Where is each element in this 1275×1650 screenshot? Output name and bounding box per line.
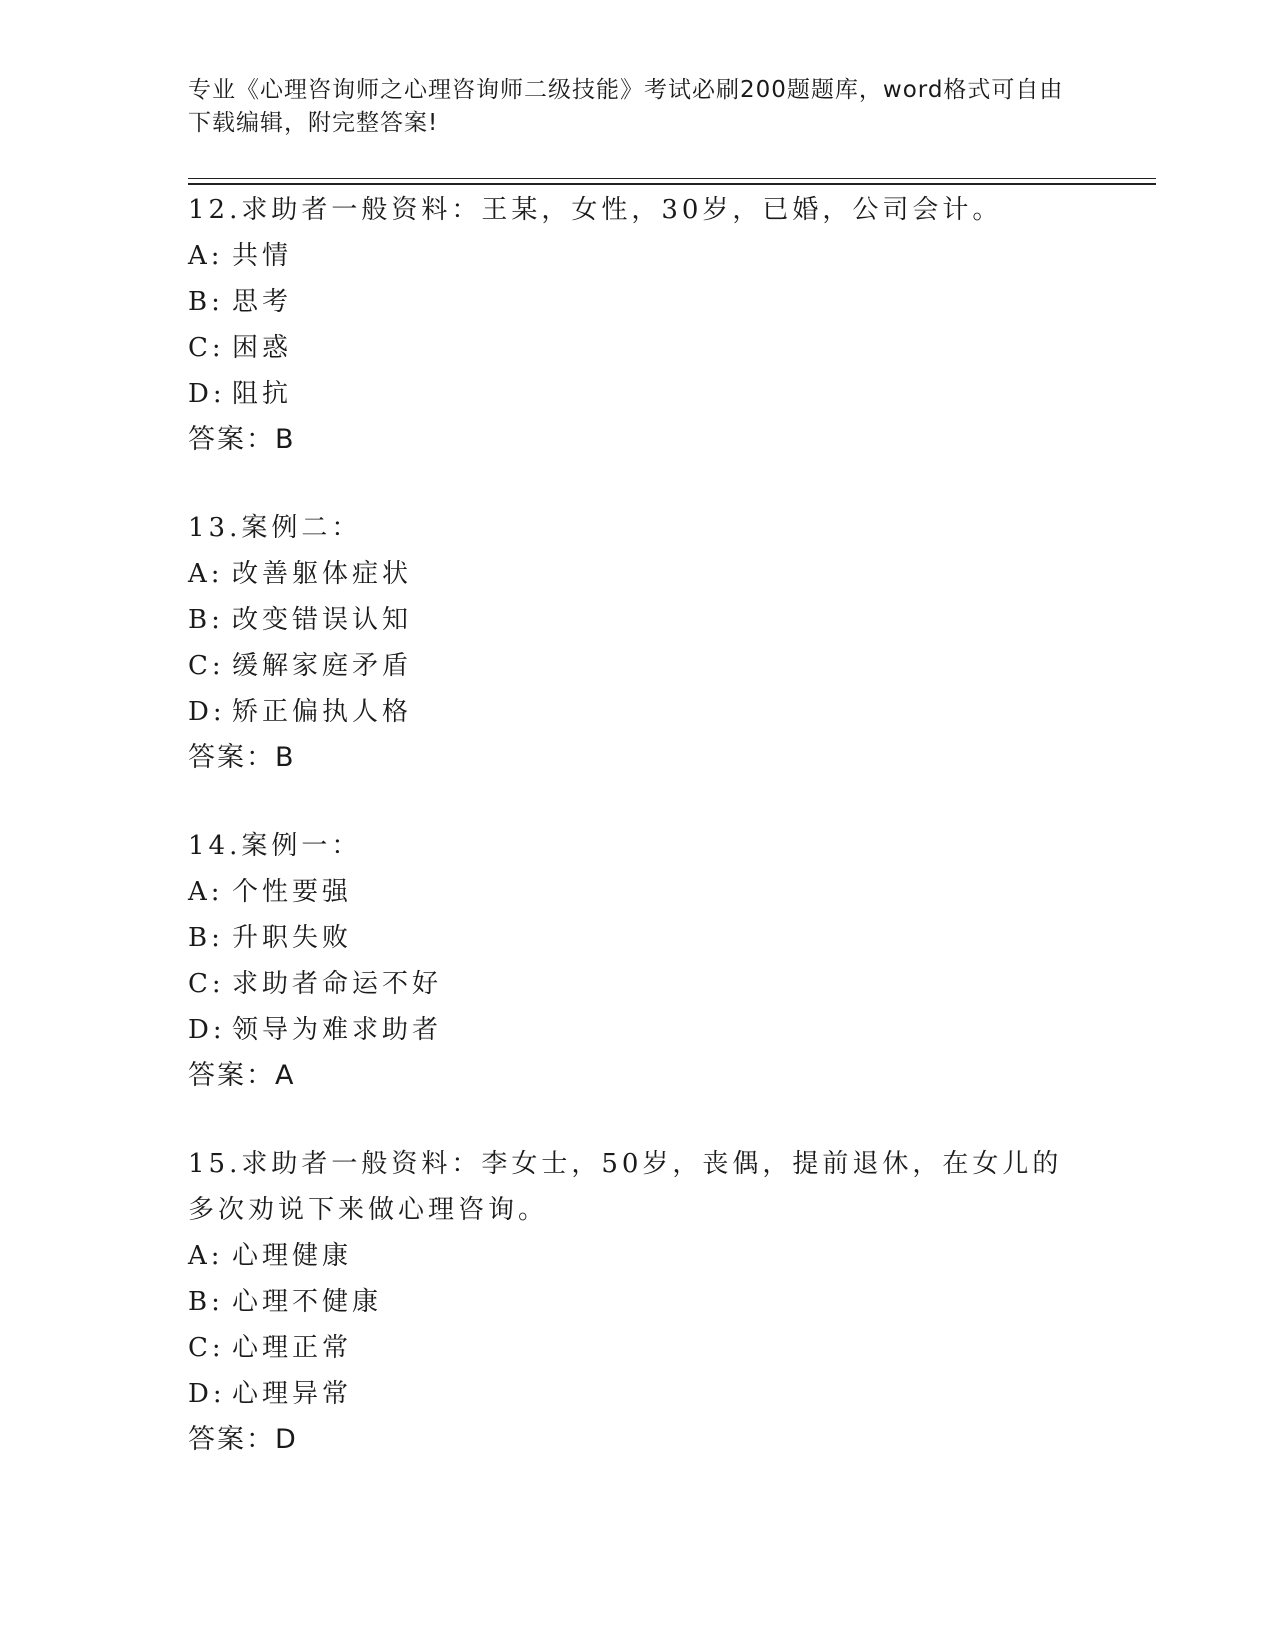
- answer: 答案：A: [188, 1060, 296, 1091]
- option-text: 心理健康: [232, 1241, 353, 1271]
- option-a: [188, 1233, 1088, 1279]
- option-key: D:: [188, 379, 226, 409]
- option-c: [188, 643, 1088, 689]
- option-d: [188, 1371, 1088, 1417]
- option-text: 升职失败: [232, 923, 353, 953]
- header-divider-thin: [188, 178, 1156, 179]
- answer: 答案：B: [188, 742, 296, 773]
- option-key: A:: [188, 241, 224, 271]
- option-text: 心理异常: [232, 1379, 353, 1409]
- option-b: [188, 1279, 1088, 1325]
- option-d: [188, 689, 1088, 735]
- option-b: [188, 597, 1088, 643]
- option-text: 改变错误认知: [232, 605, 413, 635]
- option-key: C:: [188, 1333, 225, 1363]
- option-text: 求助者命运不好: [232, 969, 443, 999]
- option-c: [188, 961, 1088, 1007]
- option-a: [188, 233, 1088, 279]
- option-key: C:: [188, 333, 225, 363]
- option-text: 共情: [232, 241, 293, 271]
- header-divider-thick: [188, 183, 1156, 185]
- option-a: [188, 869, 1088, 915]
- option-key: A:: [188, 1241, 224, 1271]
- option-key: C:: [188, 651, 225, 681]
- option-key: D:: [188, 697, 226, 727]
- option-key: A:: [188, 559, 224, 589]
- option-key: B:: [188, 605, 224, 635]
- option-key: B:: [188, 287, 224, 317]
- option-text: 心理正常: [232, 1333, 353, 1363]
- option-text: 思考: [232, 287, 293, 317]
- option-d: [188, 371, 1088, 417]
- question-block: [188, 1141, 1088, 1463]
- question-stem: 13.案例二：: [188, 513, 362, 543]
- document-header: 专业《心理咨询师之心理咨询师二级技能》考试必刷200题题库，word格式可自由下载编辑，附完整答案!: [188, 77, 1064, 136]
- option-text: 困惑: [232, 333, 293, 363]
- question-stem: 15.求助者一般资料：李女士，50岁，丧偶，提前退休，在女儿的多次劝说下来做心理咨询。: [188, 1149, 1063, 1225]
- option-text: 个性要强: [232, 877, 353, 907]
- option-a: [188, 551, 1088, 597]
- answer: 答案：D: [188, 1424, 298, 1455]
- option-d: [188, 1007, 1088, 1053]
- option-c: [188, 1325, 1088, 1371]
- option-text: 改善躯体症状: [232, 559, 413, 589]
- option-key: D:: [188, 1379, 226, 1409]
- option-b: [188, 279, 1088, 325]
- question-stem: 12.求助者一般资料：王某，女性，30岁，已婚，公司会计。: [188, 195, 1003, 225]
- question-block: [188, 505, 1088, 781]
- option-text: 心理不健康: [232, 1287, 383, 1317]
- option-key: D:: [188, 1015, 226, 1045]
- option-c: [188, 325, 1088, 371]
- option-key: B:: [188, 923, 224, 953]
- option-text: 领导为难求助者: [232, 1015, 443, 1045]
- question-stem: 14.案例一：: [188, 831, 362, 861]
- answer: 答案：B: [188, 424, 296, 455]
- option-key: C:: [188, 969, 225, 999]
- option-key: A:: [188, 877, 224, 907]
- option-text: 矫正偏执人格: [232, 697, 413, 727]
- option-b: [188, 915, 1088, 961]
- question-block: [188, 187, 1088, 463]
- option-text: 缓解家庭矛盾: [232, 651, 413, 681]
- option-key: B:: [188, 1287, 224, 1317]
- question-block: [188, 823, 1088, 1099]
- option-text: 阻抗: [232, 379, 293, 409]
